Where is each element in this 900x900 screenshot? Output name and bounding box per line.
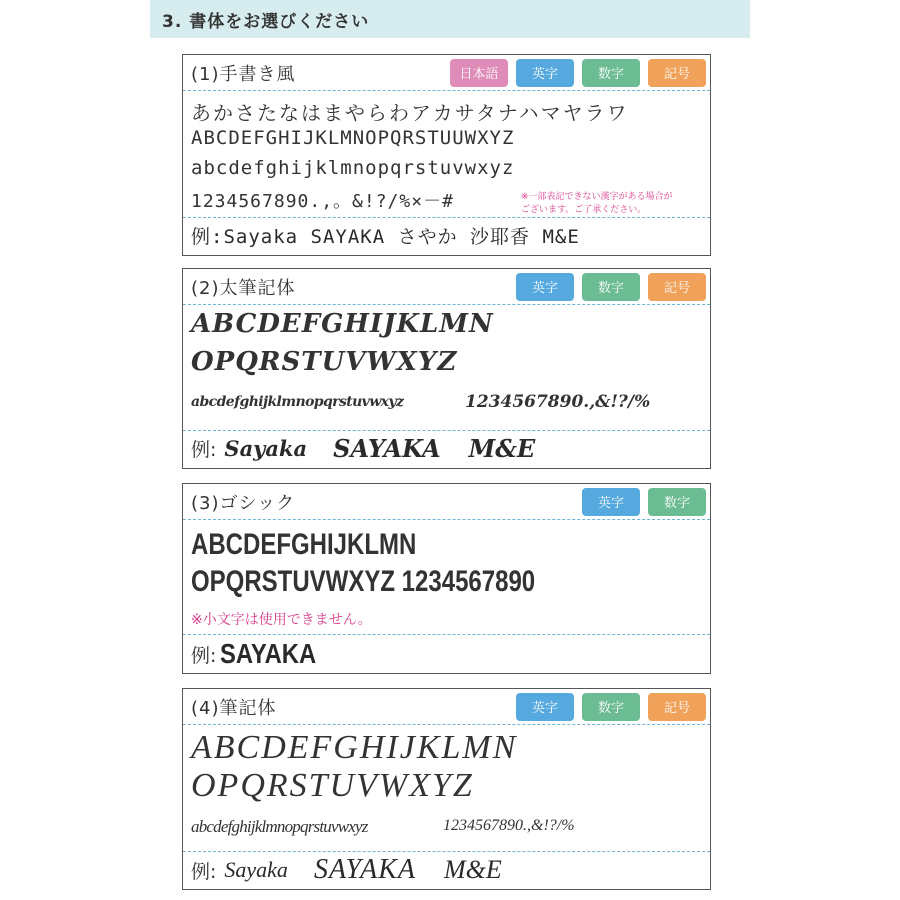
example-text: 例:Sayaka SAYAKA さやか 沙耶香 M&E — [191, 225, 580, 248]
section-title: 3. 書体をお選びください — [162, 11, 370, 32]
card-header — [183, 689, 710, 725]
example-name-upper: SAYAKA — [220, 638, 317, 669]
badge-numbers: 数字 — [582, 693, 640, 721]
font-card-gothic[interactable] — [182, 483, 711, 674]
sample-uppercase-numbers: OPQRSTUVWXYZ 1234567890 — [191, 565, 536, 598]
support-badges — [582, 488, 706, 516]
font-title: (1)手書き風 — [191, 63, 296, 85]
sample-uppercase-1: ABCDEFGHIJKLMN — [191, 528, 417, 561]
font-card-handwriting[interactable] — [182, 54, 711, 256]
badge-english: 英字 — [516, 273, 574, 301]
sample-uppercase: ABCDEFGHIJKLMNOPQRSTUUWXYZ — [191, 127, 515, 149]
sample-numbers: 1234567890.,&!?/% — [465, 392, 651, 412]
example-label: 例: — [191, 644, 217, 667]
font-example — [183, 431, 710, 465]
badge-japanese: 日本語 — [450, 59, 508, 87]
font-sample — [183, 305, 710, 431]
example-name-upper: SAYAKA — [333, 433, 441, 463]
section-header — [150, 0, 750, 38]
badge-numbers: 数字 — [582, 273, 640, 301]
badge-symbols: 記号 — [648, 693, 706, 721]
badge-english: 英字 — [516, 693, 574, 721]
font-title: (4)筆記体 — [191, 697, 277, 719]
font-card-bold-script[interactable] — [182, 268, 711, 469]
font-example — [183, 218, 710, 252]
sample-lowercase: abcdefghijklmnopqrstuvwxyz — [191, 817, 368, 836]
card-header — [183, 55, 710, 91]
badge-numbers: 数字 — [582, 59, 640, 87]
example-label: 例: — [191, 860, 217, 883]
badge-numbers: 数字 — [648, 488, 706, 516]
sample-lowercase: abcdefghijklmnopqrstuvwxyz — [191, 394, 404, 410]
example-name: Sayaka — [224, 435, 308, 461]
badge-english: 英字 — [516, 59, 574, 87]
card-header — [183, 269, 710, 305]
sample-lowercase: abcdefghijklmnopqrstuvwxyz — [191, 157, 515, 179]
sample-kana: あかさたなはまやらわアカサタナハマヤラワ — [191, 101, 629, 125]
font-card-script[interactable] — [182, 688, 711, 890]
example-initials: M&E — [444, 855, 502, 884]
font-title: (2)太筆記体 — [191, 277, 296, 299]
font-title: (3)ゴシック — [191, 492, 296, 514]
support-badges — [516, 273, 706, 301]
font-sample — [183, 520, 710, 635]
font-sample — [183, 725, 710, 852]
sample-numbers: 1234567890.,&!?/% — [443, 817, 575, 834]
sample-uppercase-1: ABCDEFGHIJKLMN — [191, 309, 494, 339]
example-name-upper: SAYAKA — [313, 854, 416, 885]
sample-uppercase-2: OPQRSTUVWXYZ — [191, 347, 458, 377]
sample-numbers: 1234567890.,。&!?/%×－# — [191, 191, 454, 212]
sample-uppercase-2: OPQRSTUVWXYZ — [191, 767, 474, 804]
support-badges — [450, 59, 706, 87]
lowercase-note: ※小文字は使用できません。 — [191, 612, 372, 628]
badge-english: 英字 — [582, 488, 640, 516]
example-label: 例: — [191, 438, 217, 461]
font-example — [183, 635, 710, 673]
support-badges — [516, 693, 706, 721]
badge-symbols: 記号 — [648, 273, 706, 301]
example-initials: M&E — [468, 433, 536, 463]
kanji-note-line2: ございます。ご了承ください。 — [521, 205, 647, 215]
sample-uppercase-1: ABCDEFGHIJKLMN — [191, 729, 518, 766]
badge-symbols: 記号 — [648, 59, 706, 87]
example-name: Sayaka — [224, 857, 288, 882]
kanji-note-line1: ※一部表記できない漢字がある場合が — [521, 192, 673, 202]
font-sample — [183, 91, 710, 218]
card-header — [183, 484, 710, 520]
font-example — [183, 852, 710, 888]
